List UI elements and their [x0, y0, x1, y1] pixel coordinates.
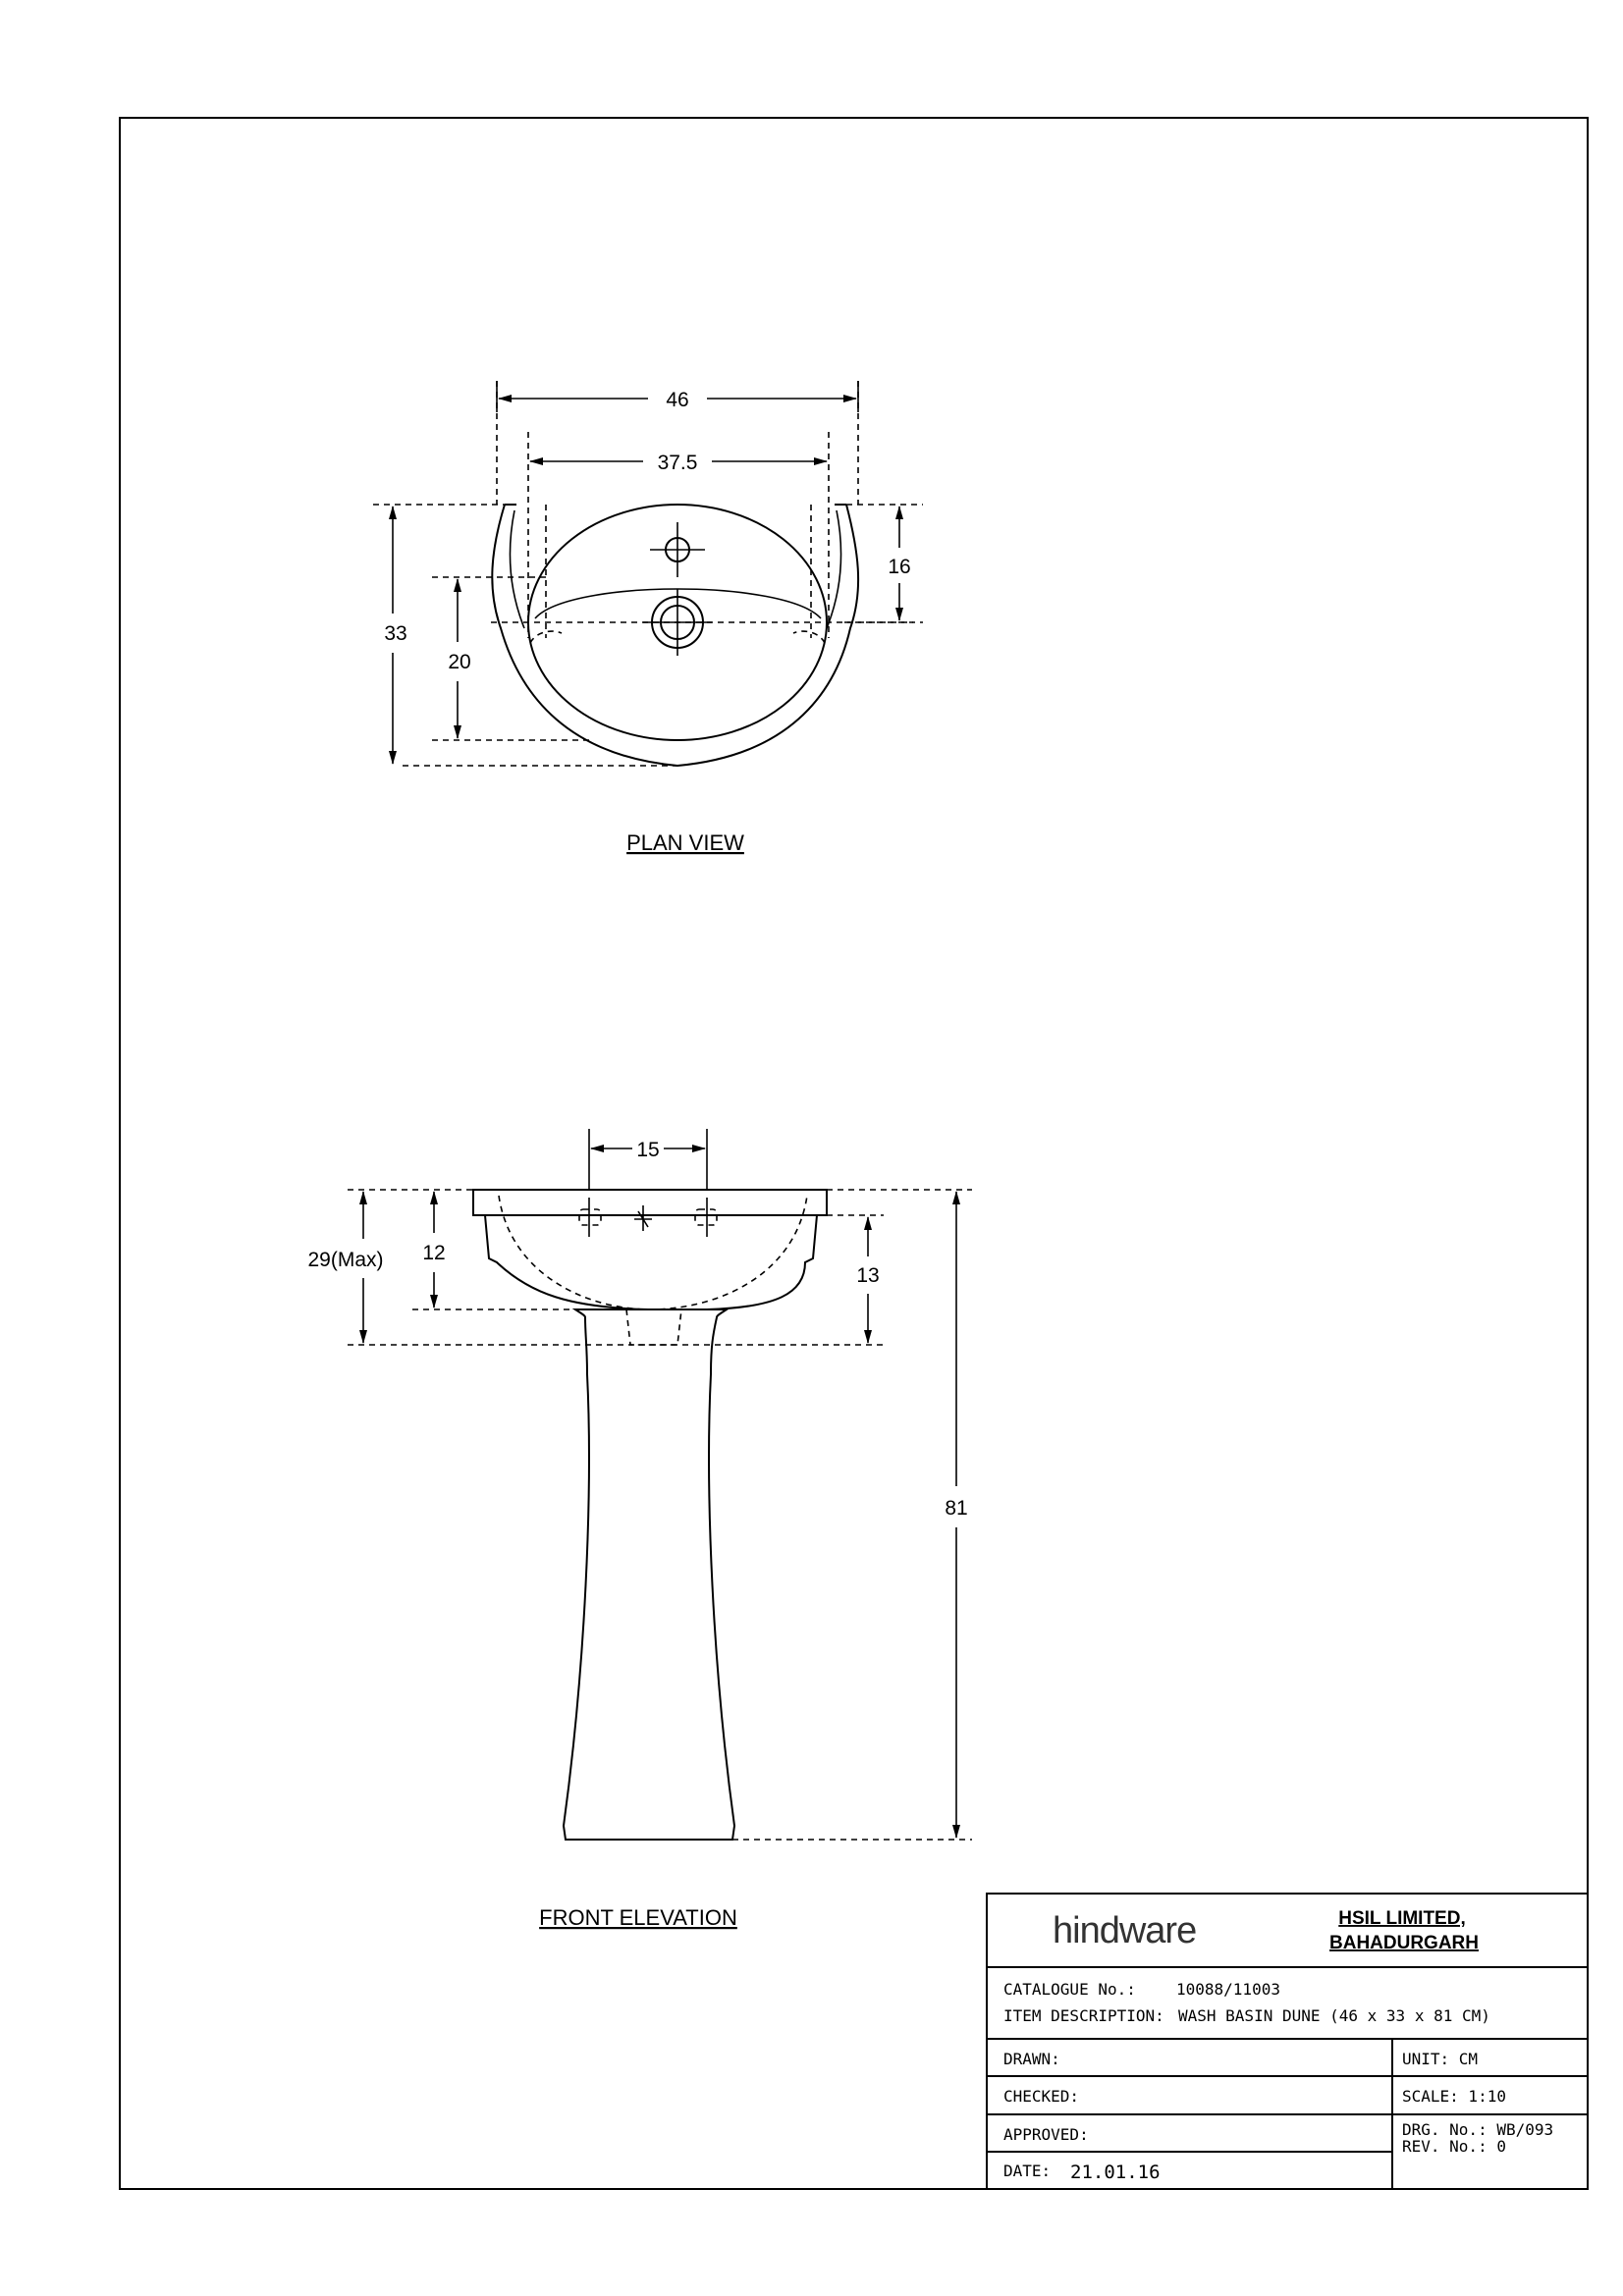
drawn-label: DRAWN: [1003, 2050, 1060, 2068]
plan-view [373, 381, 923, 766]
dim-inner-width: 37.5 [657, 452, 698, 474]
plan-view-dimensions [384, 389, 910, 764]
dim-overall-depth: 33 [384, 622, 407, 645]
hindware-logo: hindware [1053, 1910, 1197, 1951]
approved-label: APPROVED: [1003, 2125, 1089, 2144]
date-value: 21.01.16 [1070, 2162, 1161, 2183]
checked-label: CHECKED: [1003, 2087, 1080, 2106]
catalogue-value: 10088/11003 [1176, 1980, 1280, 1999]
basin-body [485, 1215, 817, 1309]
front-elevation [348, 1190, 972, 1840]
catalogue-label: CATALOGUE No.: [1003, 1980, 1136, 1999]
date-label: DATE: [1003, 2162, 1052, 2180]
item-description-label: ITEM DESCRIPTION: [1003, 2006, 1164, 2025]
drawing-number: DRG. No.: WB/093 [1402, 2120, 1554, 2139]
plan-view-title: PLAN VIEW [626, 830, 744, 855]
unit-value: UNIT: CM [1402, 2050, 1479, 2068]
front-elevation-title: FRONT ELEVATION [539, 1905, 737, 1930]
front-elevation-dimensions [307, 1129, 967, 1838]
dim-overall-width: 46 [666, 389, 689, 411]
company-name: HSIL LIMITED, [1338, 1908, 1466, 1929]
basin-rim [473, 1190, 827, 1215]
dim-overflow-height: 13 [856, 1264, 880, 1287]
basin-outer-outline [492, 505, 858, 766]
company-location: BAHADURGARH [1329, 1933, 1479, 1953]
title-block [987, 1894, 1588, 2189]
dim-tap-offset: 16 [888, 556, 911, 578]
item-description-value: WASH BASIN DUNE (46 x 33 x 81 CM) [1178, 2006, 1490, 2025]
dim-bowl-depth: 20 [448, 651, 471, 673]
dim-tap-spacing: 15 [636, 1139, 660, 1161]
dim-max-height: 29(Max) [307, 1249, 384, 1271]
pedestal [564, 1309, 734, 1840]
drawing-border [120, 118, 1588, 2189]
dim-total-height: 81 [945, 1497, 968, 1520]
basin-inner-side-left [510, 510, 524, 628]
scale-value: SCALE: 1:10 [1402, 2087, 1506, 2106]
revision-number: REV. No.: 0 [1402, 2137, 1506, 2156]
dim-bowl-height: 12 [422, 1242, 446, 1264]
